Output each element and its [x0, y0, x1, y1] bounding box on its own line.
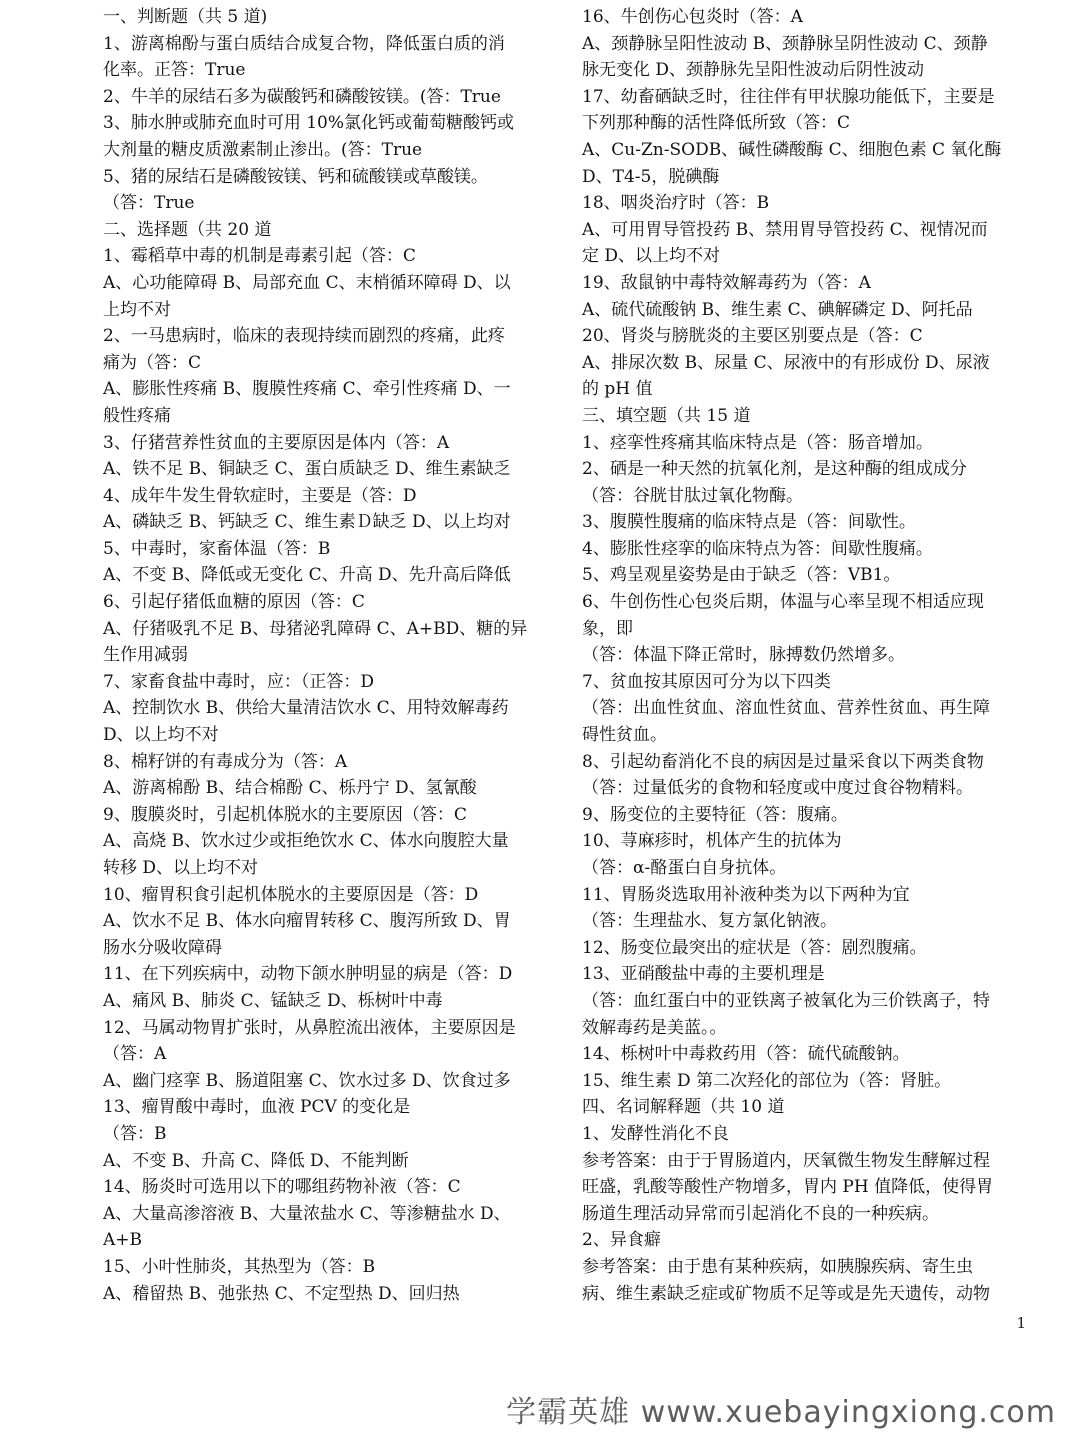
- text-line: A、心功能障碍 B、局部充血 C、末梢循环障碍 D、以: [103, 272, 511, 293]
- text-line: 5、中毒时，家畜体温（答：B: [103, 538, 331, 559]
- text-line: 8、引起幼畜消化不良的病因是过量采食以下两类食物: [582, 751, 984, 772]
- text-line: A、硫代硫酸钠 B、维生素 C、碘解磷定 D、阿托品: [582, 299, 973, 320]
- text-line: A、高烧 B、饮水过少或拒绝饮水 C、体水向腹腔大量: [103, 831, 509, 852]
- text-line: 1、游离棉酚与蛋白质结合成复合物，降低蛋白质的消: [103, 33, 505, 54]
- text-line: A、稽留热 B、弛张热 C、不定型热 D、回归热: [103, 1283, 460, 1304]
- right-column: [582, 4, 1022, 1307]
- text-line: 6、引起仔猪低血糖的原因（答：C: [103, 592, 365, 613]
- text-line: 肠道生理活动异常而引起消化不良的一种疾病。: [582, 1203, 939, 1224]
- text-line: 生作用减弱: [103, 645, 188, 666]
- text-line: 转移 D、以上均不对: [103, 858, 259, 878]
- text-line: 2、牛羊的尿结石多为碳酸钙和磷酸铵镁。(答：True: [103, 86, 501, 107]
- text-line: 1、痉挛性疼痛其临床特点是（答：肠音增加。: [582, 432, 933, 453]
- text-line: A、游离棉酚 B、结合棉酚 C、栎丹宁 D、氢氰酸: [103, 778, 477, 799]
- text-line: （答：A: [103, 1044, 167, 1065]
- text-line: A、可用胃导管投药 B、禁用胃导管投药 C、视情况而: [582, 219, 988, 240]
- text-line: 14、栎树叶中毒救药用（答：硫代硫酸钠。: [582, 1044, 910, 1065]
- text-line: 11、在下列疾病中，动物下颌水肿明显的病是（答：D: [103, 964, 513, 985]
- text-line: 13、瘤胃酸中毒时，血液 PCV 的变化是: [103, 1097, 411, 1118]
- text-line: 3、腹膜性腹痛的临床特点是（答：间歇性。: [582, 512, 916, 533]
- text-line: 3、肺水肿或肺充血时可用 10%氯化钙或葡萄糖酸钙或: [103, 113, 515, 134]
- text-line: （答：α-酪蛋白自身抗体。: [582, 858, 787, 878]
- text-line: 5、鸡呈观星姿势是由于缺乏（答：VB1。: [582, 565, 901, 586]
- text-line: A、仔猪吸乳不足 B、母猪泌乳障碍 C、A+BD、糖的异: [103, 618, 528, 639]
- text-line: A、不变 B、升高 C、降低 D、不能判断: [103, 1150, 409, 1171]
- text-line: 1、发酵性消化不良: [582, 1123, 729, 1144]
- text-line: 19、敌鼠钠中毒特效解毒药为（答：A: [582, 272, 871, 293]
- text-line: 9、腹膜炎时，引起机体脱水的主要原因（答：C: [103, 804, 467, 825]
- left-column: [103, 4, 543, 1307]
- text-line: A、Cu-Zn-SODB、碱性磷酸酶 C、细胞色素 C 氧化酶: [582, 139, 1002, 160]
- text-line: 参考答案：由于患有某种疾病，如胰腺疾病、寄生虫: [582, 1256, 973, 1277]
- text-line: （答：B: [103, 1123, 167, 1144]
- text-line: A、排尿次数 B、尿量 C、尿液中的有形成份 D、尿液: [582, 352, 990, 373]
- text-line: 14、肠炎时可选用以下的哪组药物补液（答：C: [103, 1177, 461, 1198]
- text-line: 15、小叶性肺炎，其热型为（答：B: [103, 1256, 376, 1277]
- text-line: 13、亚硝酸盐中毒的主要机理是: [582, 964, 825, 985]
- text-line: A、颈静脉呈阳性波动 B、颈静脉呈阴性波动 C、颈静: [582, 33, 988, 54]
- text-line: 9、肠变位的主要特征（答：腹痛。: [582, 804, 848, 825]
- text-line: 7、贫血按其原因可分为以下四类: [582, 671, 831, 692]
- text-line: 一、判断题（共 5 道): [103, 7, 268, 27]
- text-line: 2、硒是一种天然的抗氧化剂，是这种酶的组成成分: [582, 459, 967, 480]
- text-line: 下列那种酶的活性降低所致（答：C: [582, 113, 851, 134]
- text-line: 象，即: [582, 618, 633, 639]
- text-line: 脉无变化 D、颈静脉先呈阳性波动后阴性波动: [582, 60, 925, 81]
- text-line: 8、棉籽饼的有毒成分为（答：A: [103, 751, 348, 772]
- text-line: （答：血红蛋白中的亚铁离子被氧化为三价铁离子，特: [582, 990, 990, 1011]
- text-line: 1、霉稻草中毒的机制是毒素引起（答：C: [103, 246, 416, 267]
- text-line: D、T4-5，脱碘酶: [582, 166, 720, 187]
- text-line: A、磷缺乏 B、钙缺乏 C、维生素Ｄ缺乏 D、以上均对: [103, 512, 511, 533]
- text-line: （答：过量低劣的食物和轻度或中度过食谷物精料。: [582, 778, 973, 799]
- text-line: 化率。正答：True: [103, 60, 246, 81]
- text-line: 碍性贫血。: [582, 725, 667, 746]
- text-line: 四、名词解释题（共 10 道: [582, 1097, 785, 1118]
- text-line: 三、填空题（共 15 道: [582, 405, 751, 426]
- text-line: 5、猪的尿结石是磷酸铵镁、钙和硫酸镁或草酸镁。: [103, 166, 488, 187]
- text-line: 10、荨麻疹时，机体产生的抗体为: [582, 831, 842, 852]
- text-line: A、控制饮水 B、供给大量清洁饮水 C、用特效解毒药: [103, 698, 509, 719]
- text-line: 15、维生素 D 第二次羟化的部位为（答：肾脏。: [582, 1070, 952, 1091]
- text-line: 痛为（答：C: [103, 352, 202, 373]
- footer-watermark: 学霸英雄 www.xuebayingxiong.com: [506, 1395, 1056, 1430]
- text-line: 旺盛，乳酸等酸性产物增多，胃内 PH 值降低，使得胃: [582, 1177, 994, 1198]
- page-number: 1: [1016, 1314, 1026, 1332]
- text-line: 7、家畜食盐中毒时，应：（正答：D: [103, 671, 374, 692]
- text-line: 6、牛创伤性心包炎后期，体温与心率呈现不相适应现: [582, 592, 984, 613]
- text-line: A、膨胀性疼痛 B、腹膜性疼痛 C、牵引性疼痛 D、一: [103, 379, 511, 400]
- text-line: A、铁不足 B、铜缺乏 C、蛋白质缺乏 D、维生素缺乏: [103, 459, 511, 480]
- text-line: 11、胃肠炎选取用补液种类为以下两种为宜: [582, 884, 910, 905]
- text-line: 上均不对: [103, 299, 171, 320]
- text-line: （答：体温下降正常时，脉搏数仍然增多。: [582, 645, 905, 666]
- text-line: 20、肾炎与膀胱炎的主要区别要点是（答：C: [582, 326, 923, 347]
- text-line: D、以上均不对: [103, 725, 219, 746]
- text-line: A、不变 B、降低或无变化 C、升高 D、先升高后降低: [103, 565, 511, 586]
- text-line: 2、异食癖: [582, 1230, 661, 1251]
- text-line: A、饮水不足 B、体水向瘤胃转移 C、腹泻所致 D、胃: [103, 911, 511, 932]
- text-line: 18、咽炎治疗时（答：B: [582, 193, 770, 214]
- text-line: 二、选择题（共 20 道: [103, 219, 272, 240]
- text-line: 肠水分吸收障碍: [103, 937, 222, 958]
- text-line: 效解毒药是美蓝。。: [582, 1017, 727, 1038]
- text-line: 10、瘤胃积食引起机体脱水的主要原因是（答：D: [103, 884, 479, 905]
- text-line: （答：True: [103, 193, 195, 214]
- text-line: 16、牛创伤心包炎时（答：A: [582, 7, 803, 27]
- text-line: 4、成年牛发生骨软症时，主要是（答：D: [103, 485, 417, 506]
- text-line: 病、维生素缺乏症或矿物质不足等或是先天遗传，动物: [582, 1283, 990, 1304]
- text-line: 参考答案：由于于胃肠道内，厌氧微生物发生酵解过程: [582, 1150, 990, 1171]
- text-line: A+B: [103, 1230, 143, 1251]
- text-line: 12、马属动物胃扩张时，从鼻腔流出液体，主要原因是: [103, 1017, 516, 1038]
- text-line: （答：出血性贫血、溶血性贫血、营养性贫血、再生障: [582, 698, 990, 719]
- text-line: 2、一马患病时，临床的表现持续而剧烈的疼痛，此疼: [103, 326, 505, 347]
- text-line: 的 pH 值: [582, 379, 653, 400]
- text-line: A、大量高渗溶液 B、大量浓盐水 C、等渗糖盐水 D、: [103, 1203, 511, 1224]
- text-line: （答：生理盐水、复方氯化钠液。: [582, 911, 837, 932]
- text-line: 17、幼畜硒缺乏时，往往伴有甲状腺功能低下，主要是: [582, 86, 995, 107]
- text-line: （答：谷胱甘肽过氧化物酶。: [582, 485, 803, 506]
- text-line: 4、膨胀性痉挛的临床特点为答：间歇性腹痛。: [582, 538, 933, 559]
- text-line: 12、肠变位最突出的症状是（答：剧烈腹痛。: [582, 937, 927, 958]
- text-line: A、痛风 B、肺炎 C、锰缺乏 D、栎树叶中毒: [103, 990, 443, 1011]
- text-line: 般性疼痛: [103, 405, 171, 426]
- text-line: 定 D、以上均不对: [582, 246, 721, 267]
- text-line: 大剂量的糖皮质激素制止渗出。(答：True: [103, 139, 423, 160]
- text-line: A、幽门痉挛 B、肠道阻塞 C、饮水过多 D、饮食过多: [103, 1070, 511, 1091]
- text-line: 3、仔猪营养性贫血的主要原因是体内（答：A: [103, 432, 450, 453]
